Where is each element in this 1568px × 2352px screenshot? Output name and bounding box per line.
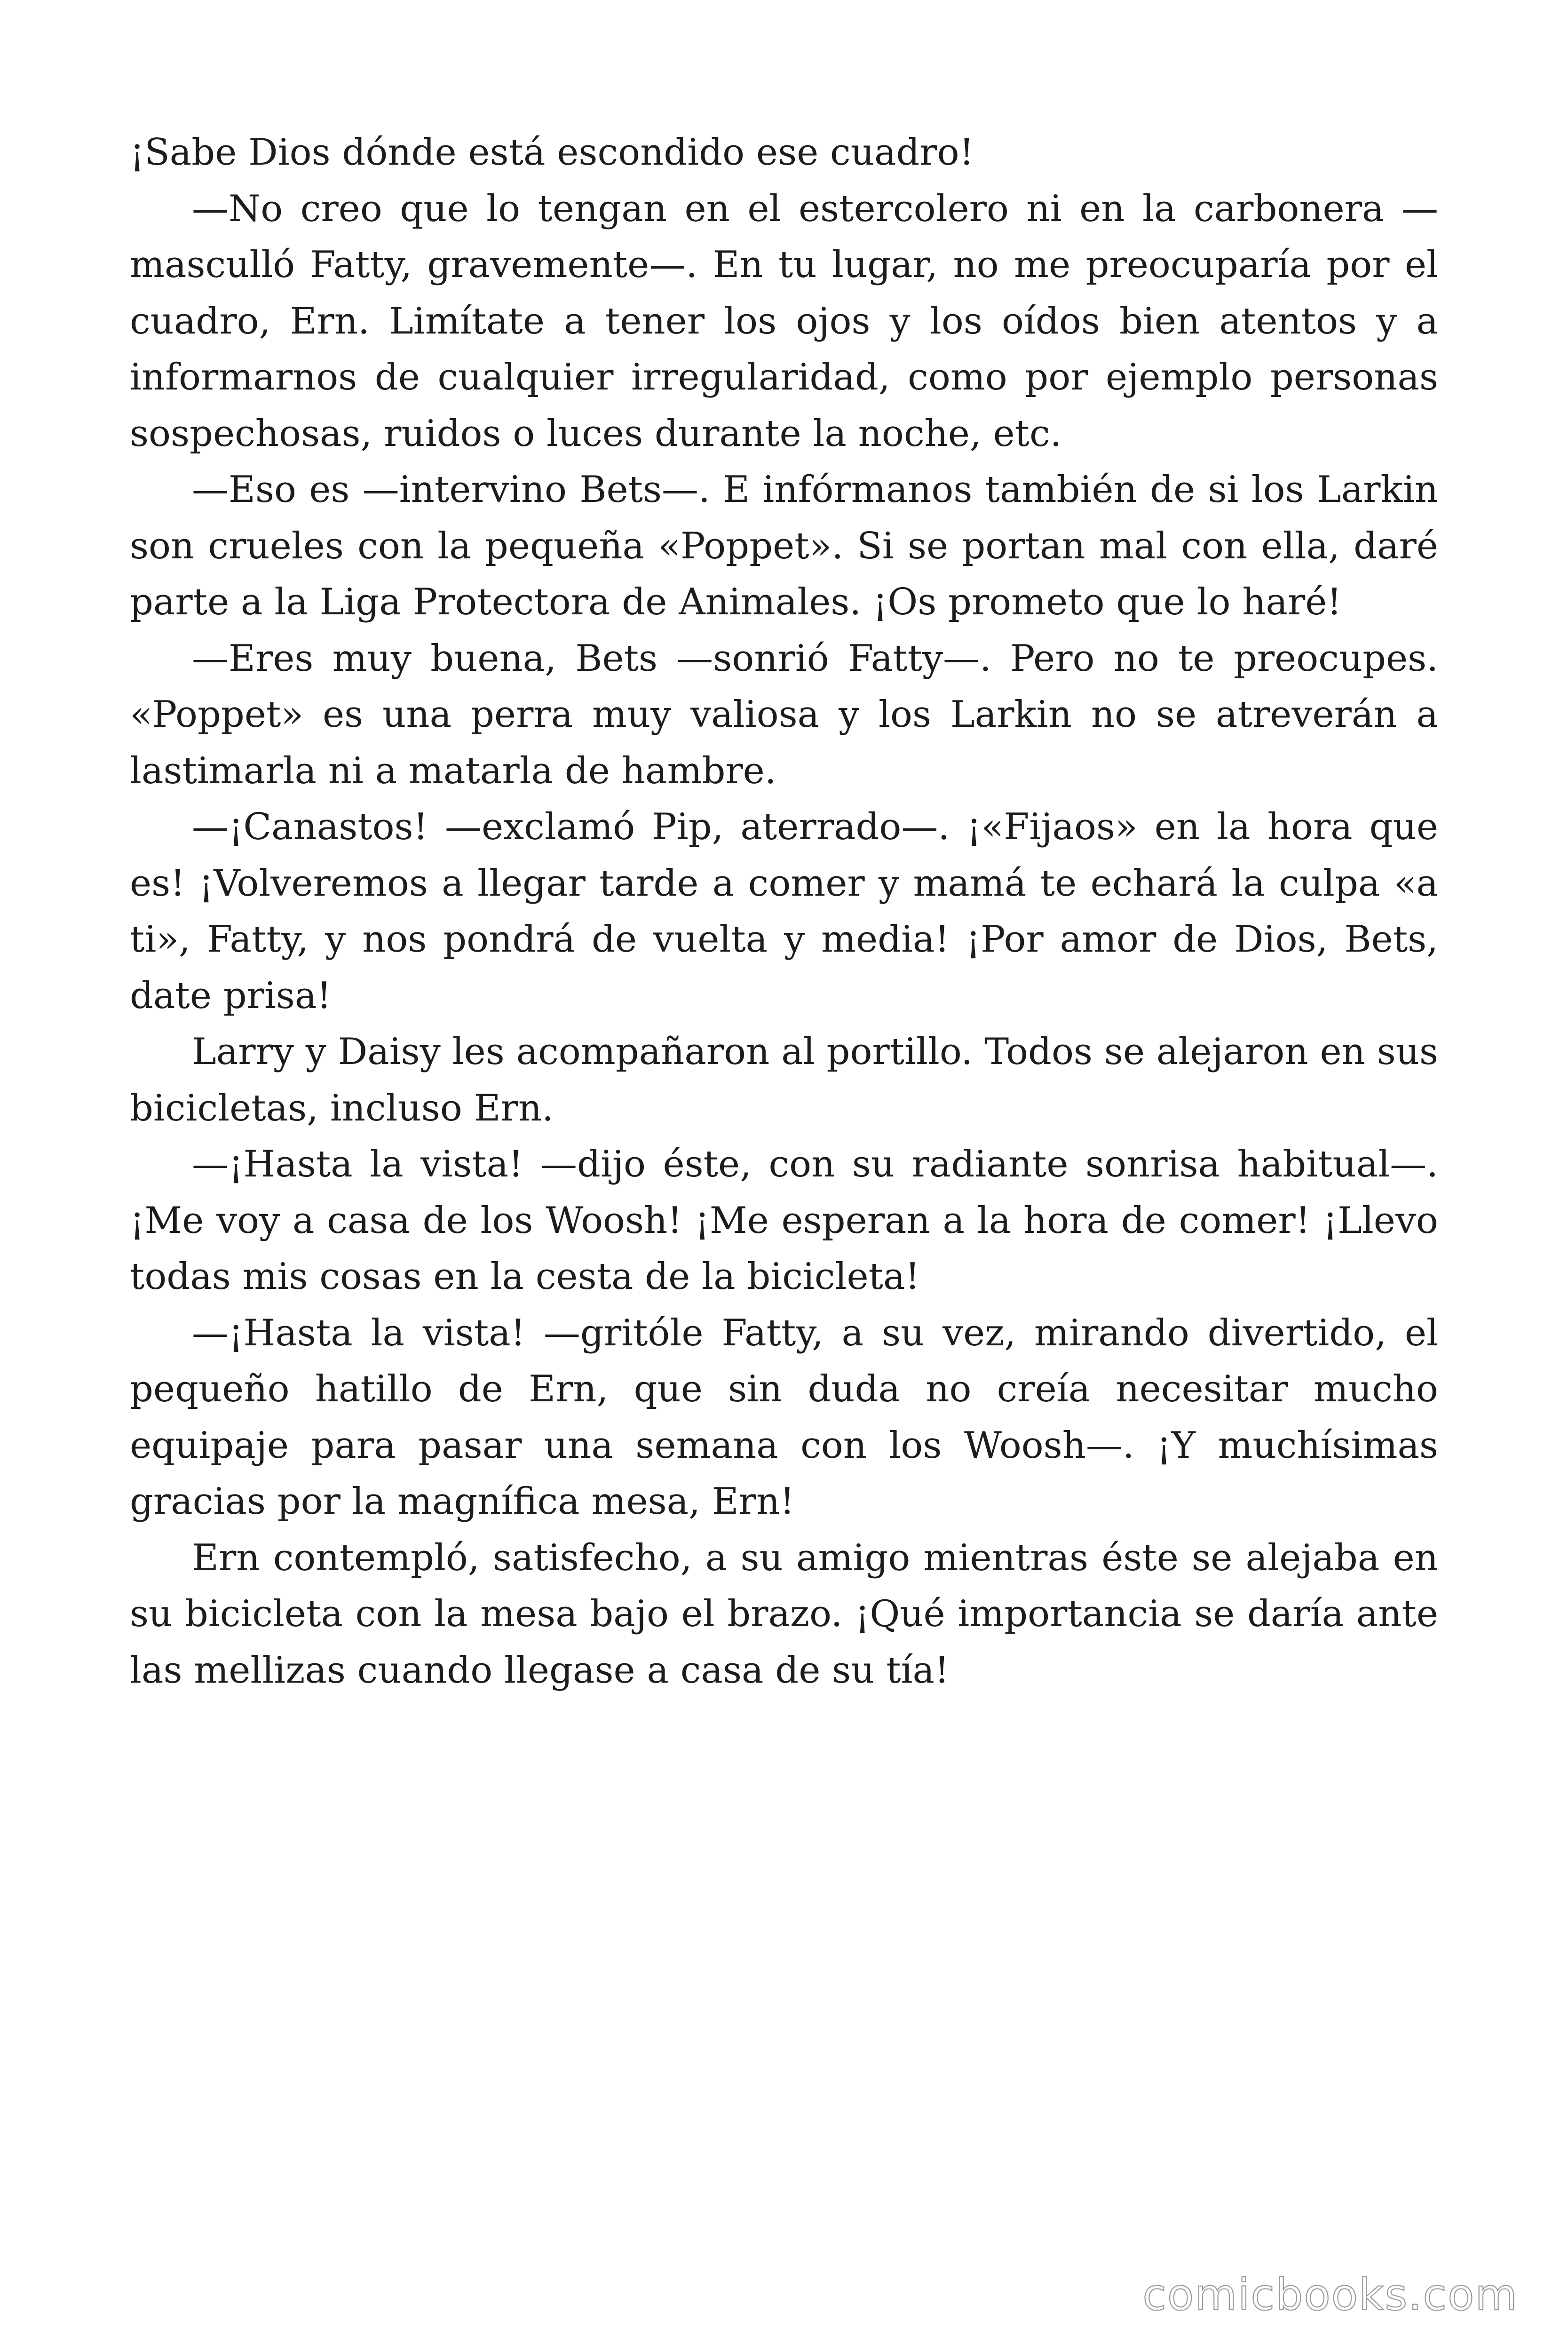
body-text: [130, 125, 1438, 1699]
paragraph-4: —Eres muy buena, Bets —sonrió Fatty—. Pero no te preocupes. «Poppet» es una perra muy valiosa y los Larkin no se atreverán a lastimarla ni a matarla de hambre.: [130, 637, 1438, 792]
paragraph-1: ¡Sabe Dios dónde está escondido ese cuadro!: [130, 131, 974, 174]
watermark: comicbooks.com: [1142, 2270, 1518, 2320]
paragraph-2: —No creo que lo tengan en el estercolero ni en la carbonera —masculló Fatty, gravemente—. En tu lugar, no me preocuparía por el cuadro, Ern. Limítate a tener los ojos y los oídos bien atentos y a informarnos de cualquier irregularidad, como por ejemplo personas sospechosas, ruidos o luces durante la noche, etc.: [130, 187, 1438, 455]
paragraph-7: —¡Hasta la vista! —dijo éste, con su radiante sonrisa habitual—. ¡Me voy a casa de los Woosh! ¡Me esperan a la hora de comer! ¡Llevo todas mis cosas en la cesta de la bicicleta!: [130, 1143, 1438, 1298]
paragraph-6: Larry y Daisy les acompañaron al portillo. Todos se alejaron en sus bicicletas, incluso Ern.: [130, 1031, 1438, 1129]
paragraph-8: —¡Hasta la vista! —gritóle Fatty, a su vez, mirando divertido, el pequeño hatillo de Ern, que sin duda no creía necesitar mucho equipaje para pasar una semana con los Woosh—. ¡Y muchísimas gracias por la magnífica mesa, Ern!: [130, 1311, 1438, 1523]
paragraph-5: —¡Canastos! —exclamó Pip, aterrado—. ¡«Fijaos» en la hora que es! ¡Volveremos a llegar tarde a comer y mamá te echará la culpa «a ti», Fatty, y nos pondrá de vuelta y media! ¡Por amor de Dios, Bets, date prisa!: [130, 806, 1438, 1017]
paragraph-3: —Eso es —intervino Bets—. E infórmanos también de si los Larkin son crueles con la pequeña «Poppet». Si se portan mal con ella, daré parte a la Liga Protectora de Animales. ¡Os prometo que lo haré!: [130, 469, 1438, 623]
paragraph-9: Ern contempló, satisfecho, a su amigo mientras éste se alejaba en su bicicleta con la mesa bajo el brazo. ¡Qué importancia se daría ante las mellizas cuando llegase a casa de su tía!: [130, 1536, 1438, 1692]
